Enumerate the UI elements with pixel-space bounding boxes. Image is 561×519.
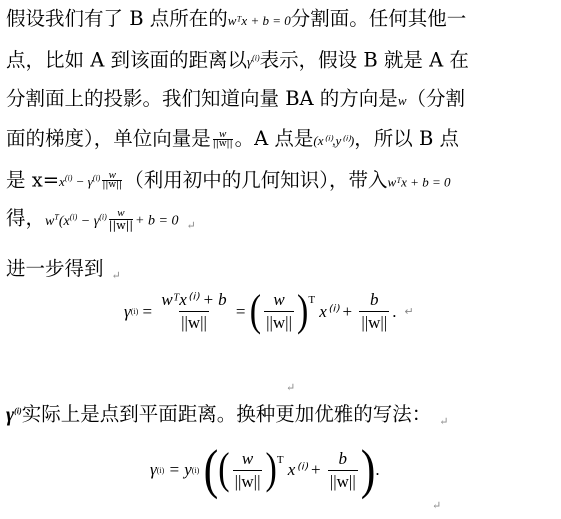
text-segment: 面的梯度），单位向量是 [6,127,211,150]
return-mark-icon: ↵ [439,414,449,428]
text-segment: 实际上是点到平面距离。换种更加优雅的写法： [21,402,432,426]
text-segment: 得， [6,206,46,230]
equals-sign: = [235,301,246,321]
left-paren: ( [218,445,230,494]
gamma-lhs: γ [124,301,131,321]
end-mark-line [424,486,441,519]
return-mark-icon: ↵ [286,381,296,394]
text-segment: 点，比如 A 到该面的距离以 [6,48,247,72]
fraction-w: $\frac{w}{||w||}$ [234,448,261,491]
gamma-symbol: $\gamma^{(i)}$ [246,54,260,70]
text-segment: 分割面。任何其他一 [290,7,467,30]
text-line-1 [6,6,466,34]
text-segment: 。A 点是 [234,127,314,150]
text-segment: （利用初中的几何知识），带入 [124,168,388,192]
fraction-main: $\frac{\text{wᵀx⁽ⁱ⁾ + b}}{||w||}$ [161,290,227,332]
text-segment: 假设我们有了 B 点所在的 [6,7,228,30]
text-segment: 进一步得到 [6,257,104,280]
x-term: x⁽ⁱ⁾ [287,460,307,479]
text-segment: 表示，假设 B 就是 A 在 [259,48,469,72]
point-b-expression: $x^{(i)} - \gamma^{(i)}$ [59,174,101,190]
fraction-b: $\frac{b}{||w||}$ [361,290,388,332]
right-paren: ) [265,445,277,494]
substituted-equation-end: + b = 0 [135,213,179,229]
text-line-5 [6,166,450,195]
gamma-bold-symbol: $\gamma^{(i)}$ [6,404,22,426]
plane-equation: wᵀx + b = 0 [227,13,291,28]
right-paren: ) [296,286,309,335]
x-term: x⁽ⁱ⁾ [319,301,339,321]
empty-line [278,368,295,401]
gamma-lhs: γ [150,460,157,479]
text-line-8 [6,398,448,435]
substituted-equation: $w^T(x^{(i)} - \gamma^{(i)}$ [45,212,107,229]
fraction-b: $\frac{b}{||w||}$ [329,448,356,491]
text-segment: 是 x= [6,168,60,192]
right-big-paren: ) [360,438,376,500]
unit-vector-fraction: $\frac{w}{||w||}$ [108,206,134,232]
plane-equation: wᵀx + b = 0 [387,174,451,190]
text-line-4 [6,126,459,154]
unit-vector-fraction: $\frac{w}{||w||}$ [212,128,233,149]
return-mark-icon: ↵ [186,218,196,232]
text-line-6 [6,204,196,239]
left-paren: ( [249,286,262,335]
text-segment: 分割面上的投影。我们知道向量 BA 的方向是 [6,87,398,110]
text-line-2 [6,46,469,75]
fraction-w: $\frac{w}{||w||}$ [266,290,292,332]
w-symbol: w [397,93,407,108]
return-mark-icon: ↵ [432,499,442,512]
text-segment: ，所以 B 点 [354,127,459,150]
equation-elegant-margin: γ (i) = y (i) ( ( $\frac{w}{||w||}$ ) $^T$ x⁽ⁱ⁾ + $\frac{b}{||w||}$ ) . [150,438,380,500]
unit-vector-fraction: $\frac{w}{||w||}$ [102,169,123,191]
return-mark-icon: ↵ [404,306,414,318]
text-line-7 [6,256,121,289]
left-big-paren: ( [203,438,219,500]
text-segment: （分割 [406,87,465,110]
point-a-coords: (x⁽ⁱ⁾,y⁽ⁱ⁾) [313,133,355,148]
text-line-3 [6,86,465,114]
return-mark-icon: ↵ [111,269,121,282]
equation-geometric-margin: γ (i) = $\frac{\text{wᵀx⁽ⁱ⁾ + b}}{||w||}$ = ( $\frac{w}{||w||}$ ) $^T$ x⁽ⁱ⁾ + $\frac{b}{||w||}$ . ↵ [124,286,414,335]
